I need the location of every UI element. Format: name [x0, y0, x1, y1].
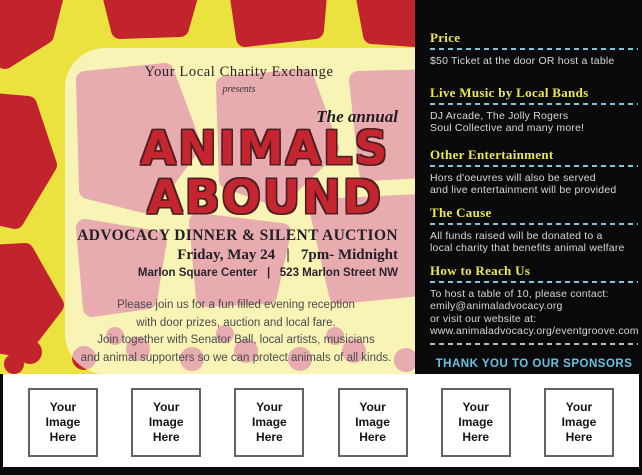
event-description: [61, 297, 411, 367]
placeholder-text: Your: [49, 400, 77, 414]
section-live-music: [430, 85, 638, 135]
section-heading: Price: [430, 30, 461, 45]
presents-label: presents: [222, 84, 256, 95]
section-heading: How to Reach Us: [430, 262, 531, 278]
section-line: local charity that benefits animal welfare: [430, 242, 625, 254]
placeholder-text: Your: [152, 400, 180, 414]
placeholder-text: Image: [561, 415, 597, 429]
event-datetime: Friday, May 24 | 7pm- Midnight: [177, 247, 398, 263]
image-placeholder-5[interactable]: [441, 388, 511, 457]
placeholder-text: Image: [355, 415, 390, 429]
event-subtitle: ADVOCACY DINNER & SILENT AUCTION: [77, 227, 398, 244]
placeholder-text: Here: [49, 430, 77, 444]
sponsor-divider-rule: [430, 343, 638, 345]
placeholder-text: Your: [359, 400, 386, 414]
event-title: [115, 121, 415, 224]
section-line: Soul Collective and many more!: [430, 122, 585, 134]
placeholder-text: Image: [252, 415, 287, 429]
section-body: [430, 288, 638, 338]
section-line: or visit our website at:: [430, 312, 537, 325]
presenter-name: Your Local Charity Exchange: [144, 64, 334, 80]
section-body: [430, 110, 638, 135]
placeholder-text: Image: [148, 415, 184, 429]
section-price: [430, 30, 638, 68]
section-line: DJ Arcade, The Jolly Rogers: [430, 109, 569, 122]
sponsor-image-strip: [3, 374, 639, 467]
dashed-rule: [430, 165, 638, 167]
placeholder-text: Here: [152, 430, 180, 444]
section-other-entertainment: [430, 147, 638, 197]
contact-website: www.animaladvocacy.org/eventgroove.com: [430, 325, 639, 337]
annual-label: The annual: [316, 107, 398, 126]
section-how-to-reach-us: [430, 263, 638, 338]
image-placeholder-1[interactable]: [28, 388, 98, 457]
description-line: with door prizes, auction and local fare.: [136, 316, 336, 329]
description-line: and animal supporters so we can protect animals of all kinds.: [80, 351, 392, 364]
description-line: Please join us for a fun filled evening reception: [117, 299, 355, 311]
info-sidebar: [415, 0, 642, 375]
dashed-rule: [430, 281, 638, 283]
dashed-rule: [430, 223, 638, 225]
placeholder-text: Image: [45, 415, 81, 429]
section-body: [430, 55, 638, 68]
dashed-rule: [430, 48, 638, 50]
placeholder-text: Here: [565, 430, 593, 444]
section-body: [430, 230, 638, 255]
description-line: Join together with Senator Ball, local artists, musicians: [97, 334, 375, 346]
section-heading: The Cause: [430, 204, 492, 220]
image-placeholder-6[interactable]: [544, 388, 614, 457]
event-title-line2: ABOUND: [147, 170, 383, 224]
placeholder-text: Your: [462, 400, 489, 414]
section-the-cause: [430, 205, 638, 255]
contact-email: emily@animaladvocacy.org: [430, 300, 563, 312]
placeholder-text: Your: [256, 400, 283, 414]
placeholder-text: Here: [462, 430, 490, 444]
section-line: $50 Ticket at the door OR host a table: [430, 55, 615, 67]
section-line: Hors d'oeuvres will also be served: [430, 171, 596, 184]
placeholder-text: Here: [256, 430, 283, 444]
section-line: All funds raised will be donated to a: [430, 229, 603, 242]
image-placeholder-3[interactable]: [234, 388, 304, 457]
placeholder-text: Here: [359, 430, 386, 444]
image-placeholder-4[interactable]: [338, 388, 408, 457]
event-location: Marlon Square Center | 523 Marlon Street NW: [137, 267, 398, 279]
section-line: To host a table of 10, please contact:: [430, 287, 609, 300]
section-heading: Live Music by Local Bands: [430, 84, 589, 100]
image-placeholder-2[interactable]: [131, 388, 201, 457]
section-line: and live entertainment will be provided: [430, 184, 617, 196]
event-title-line1: ANIMALS: [140, 121, 390, 175]
sponsors-note: THANK YOU TO OUR SPONSORS: [435, 357, 633, 370]
section-heading: Other Entertainment: [430, 146, 554, 162]
section-body: [430, 172, 638, 197]
placeholder-text: Image: [458, 415, 494, 429]
placeholder-text: Your: [565, 400, 593, 414]
dashed-rule: [430, 103, 638, 105]
